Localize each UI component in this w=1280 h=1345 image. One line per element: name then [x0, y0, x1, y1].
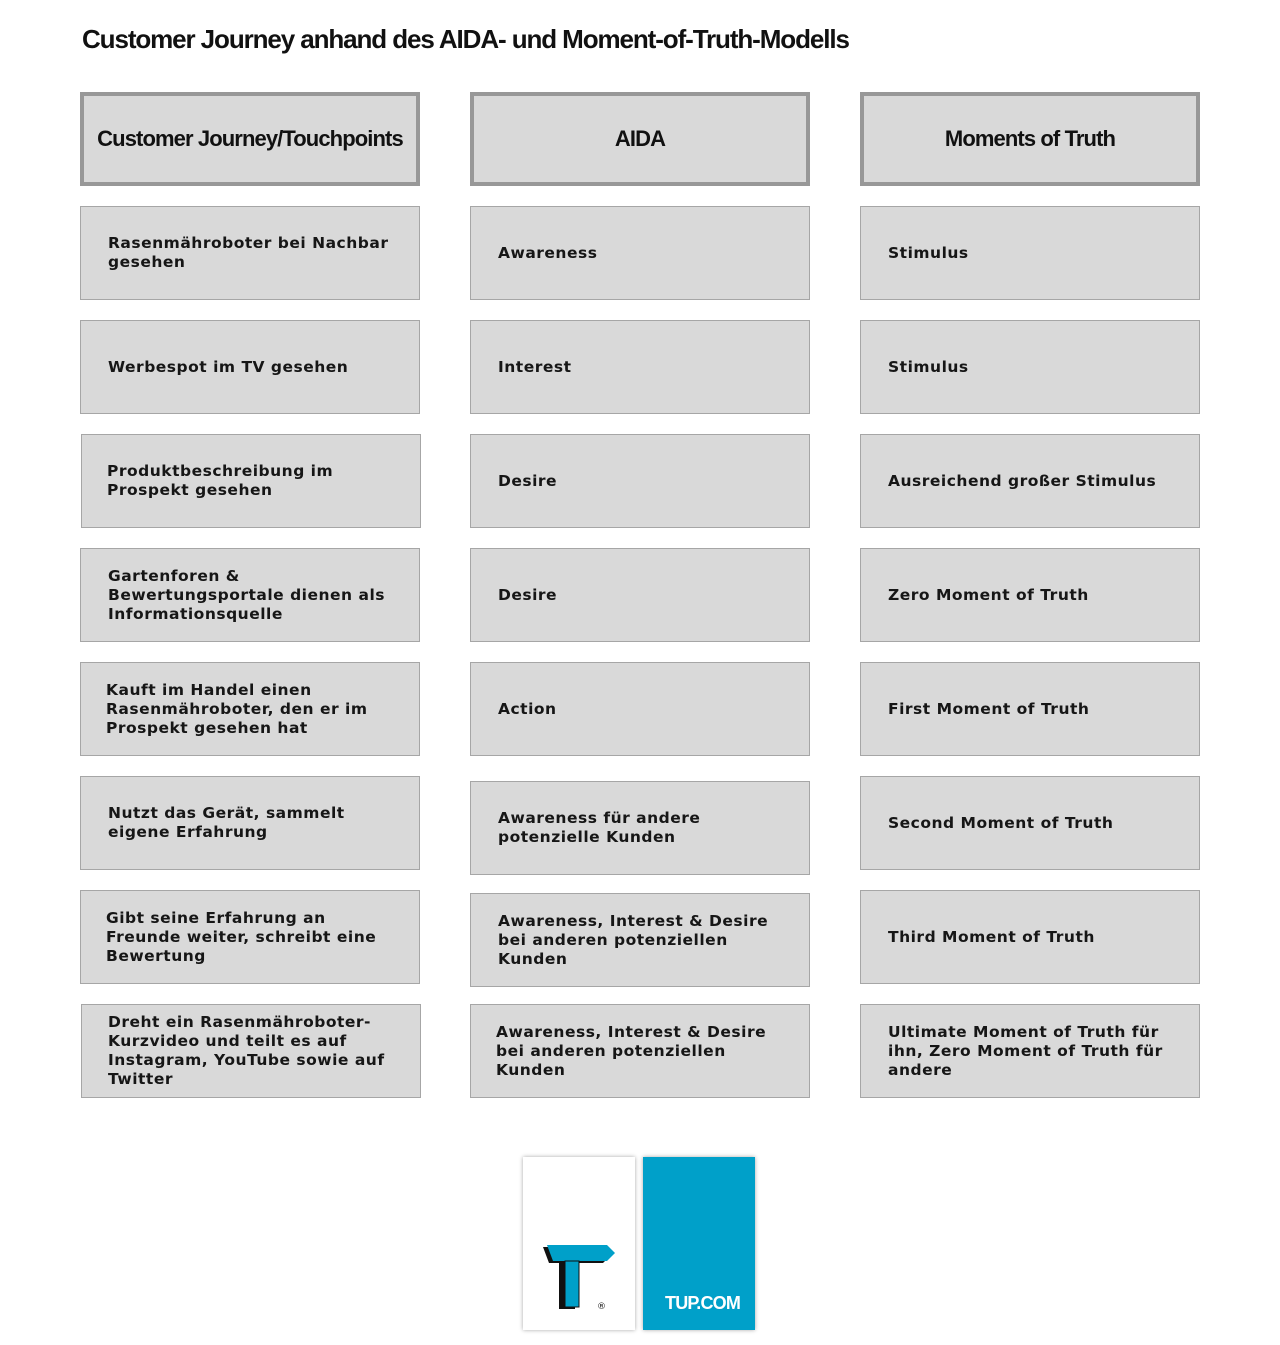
moment-text: Zero Moment of Truth [888, 585, 1089, 604]
aida-cell [470, 206, 810, 300]
moment-text: Stimulus [888, 357, 969, 376]
touchpoint-text: Gartenforen & Bewertungsportale dienen als Informationsquelle [108, 566, 385, 623]
aida-cell [470, 662, 810, 756]
touchpoint-cell [80, 776, 420, 870]
touchpoint-cell [81, 1004, 421, 1098]
page-title: Customer Journey anhand des AIDA- und Moment-of-Truth-Modells [82, 24, 849, 54]
header-touchpoints: Customer Journey/Touchpoints [80, 92, 420, 186]
logo-text: TUP.COM [665, 1293, 741, 1313]
aida-text: Desire [498, 471, 558, 490]
moment-text: Ultimate Moment of Truth für ihn, Zero Moment of Truth für andere [888, 1022, 1163, 1079]
touchpoint-cell [81, 434, 421, 528]
aida-cell [470, 781, 810, 875]
moment-cell [860, 776, 1200, 870]
moment-text: Stimulus [888, 243, 969, 262]
touchpoint-text: Dreht ein Rasenmähroboter-Kurzvideo und teilt es auf Instagram, YouTube sowie auf Twitter [108, 1013, 385, 1088]
aida-cell [470, 434, 810, 528]
aida-text: Awareness, Interest & Desire bei anderen potenziellen Kunden [498, 911, 769, 968]
aida-cell [470, 548, 810, 642]
moment-text: First Moment of Truth [888, 699, 1090, 718]
logo-text-tile [643, 1157, 755, 1330]
aida-text: Desire [498, 585, 558, 604]
moment-text: Third Moment of Truth [888, 927, 1095, 946]
header-aida: AIDA [470, 92, 810, 186]
aida-cell [470, 1004, 810, 1098]
moment-cell [860, 1004, 1200, 1098]
aida-text: Awareness für andere potenzielle Kunden [498, 809, 701, 846]
aida-text: Awareness, Interest & Desire bei anderen potenziellen Kunden [496, 1022, 767, 1079]
aida-text: Interest [498, 357, 572, 376]
touchpoint-text: Produktbeschreibung im Prospekt gesehen [107, 462, 334, 499]
touchpoint-cell [80, 320, 420, 414]
aida-text: Action [498, 699, 557, 718]
moment-text: Ausreichend großer Stimulus [888, 471, 1157, 490]
logo-mark-tile [523, 1157, 635, 1330]
moment-cell [860, 548, 1200, 642]
header-moments-of-truth: Moments of Truth [860, 92, 1200, 186]
touchpoint-cell [80, 662, 420, 756]
moment-cell [860, 434, 1200, 528]
moment-cell [860, 890, 1200, 984]
touchpoint-text: Nutzt das Gerät, sammelt eigene Erfahrung [108, 804, 345, 841]
registered-mark: ® [597, 1302, 606, 1312]
aida-cell [470, 893, 810, 987]
touchpoint-text: Kauft im Handel einen Rasenmähroboter, den er im Prospekt gesehen hat [106, 680, 368, 737]
moment-text: Second Moment of Truth [888, 813, 1114, 832]
touchpoint-text: Werbespot im TV gesehen [108, 357, 349, 376]
moment-cell [860, 206, 1200, 300]
moment-cell [860, 662, 1200, 756]
touchpoint-text: Gibt seine Erfahrung an Freunde weiter, schreibt eine Bewertung [106, 908, 377, 965]
touchpoint-cell [80, 548, 420, 642]
aida-text: Awareness [498, 243, 598, 262]
touchpoint-cell [80, 890, 420, 984]
aida-cell [470, 320, 810, 414]
tup-logo-icon [539, 1243, 619, 1313]
moment-cell [860, 320, 1200, 414]
touchpoint-cell [80, 206, 420, 300]
touchpoint-text: Rasenmähroboter bei Nachbar gesehen [108, 234, 389, 271]
